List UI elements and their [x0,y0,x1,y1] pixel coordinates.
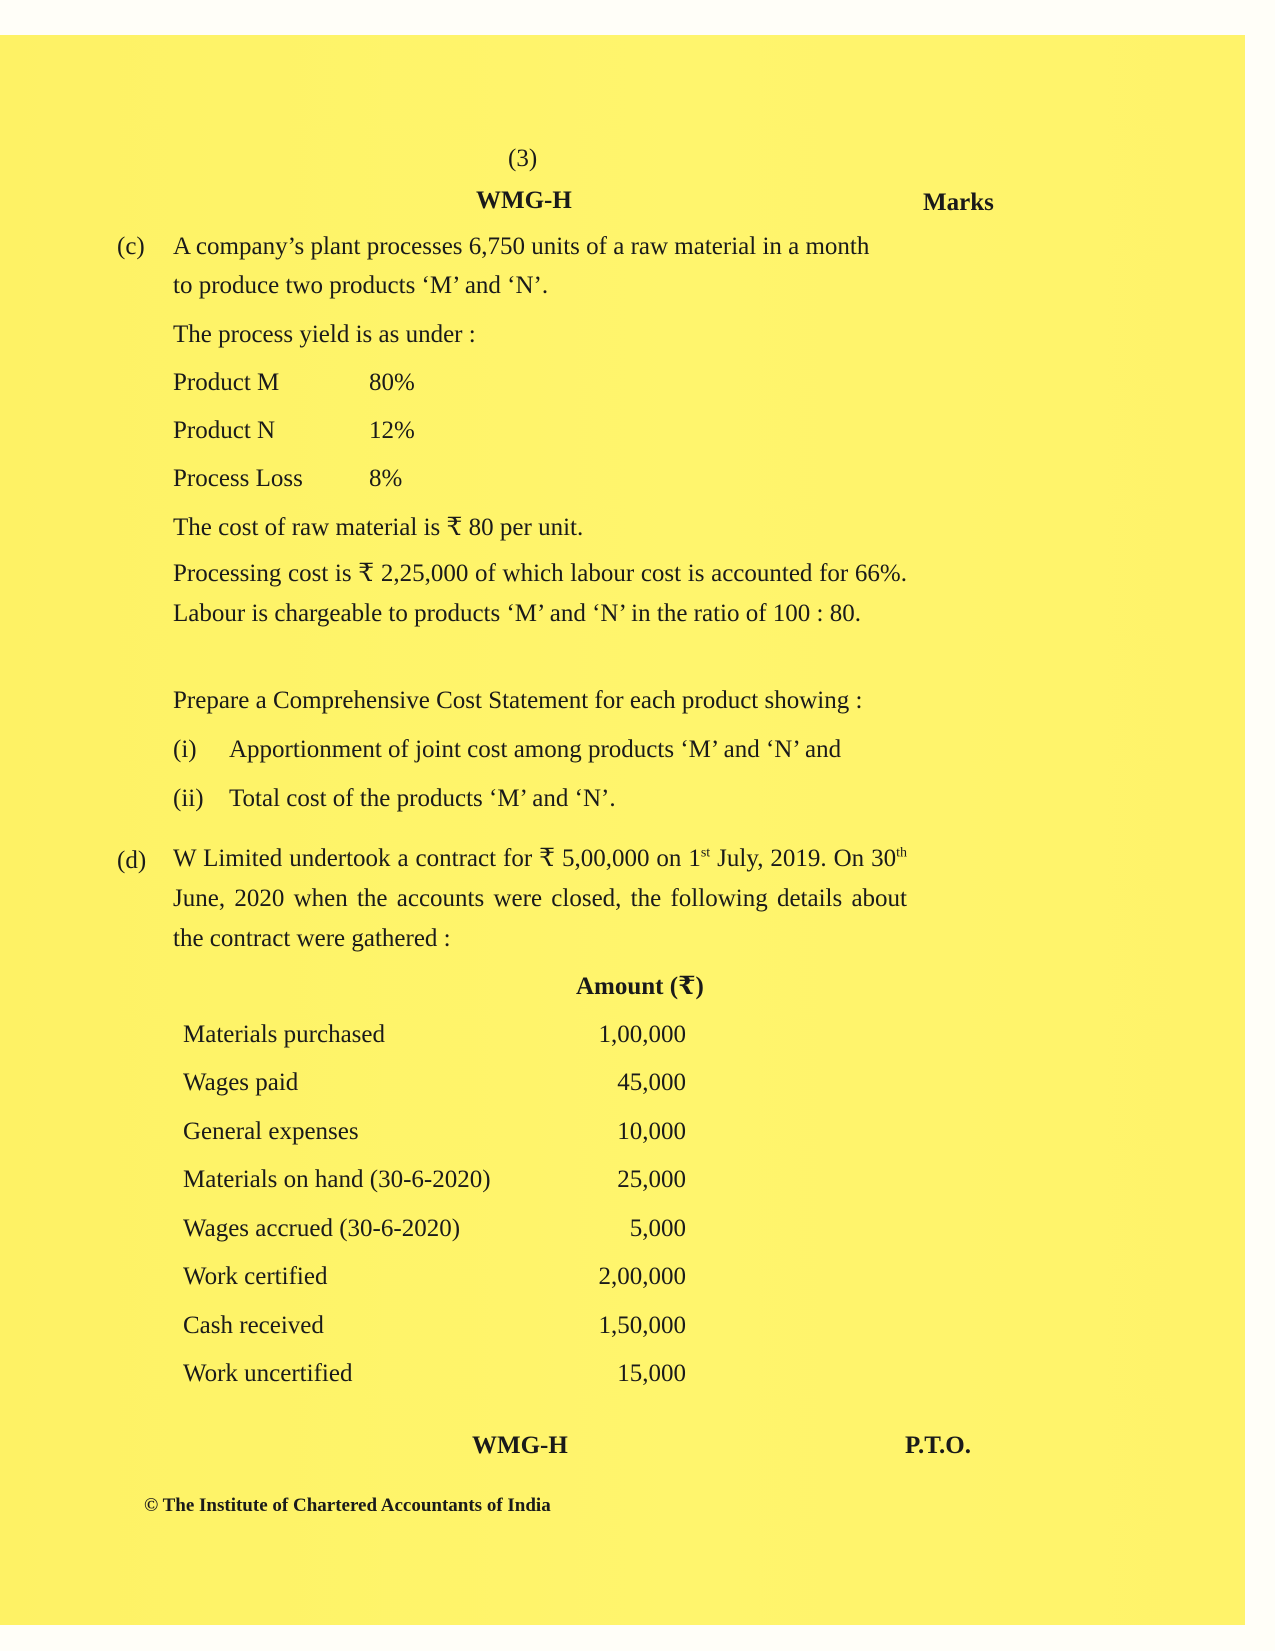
yield-product-m-label: Product M [173,369,280,396]
prepare-statement: Prepare a Comprehensive Cost Statement for each product showing : [173,687,863,714]
item-amount: 1,50,000 [598,1312,686,1339]
question-d-paragraph [173,839,907,959]
question-d-label: (d) [117,847,147,874]
item-label: Materials on hand (30-6-2020) [183,1166,491,1193]
item-label: Cash received [183,1312,324,1339]
question-c-intro-line1: A company’s plant processes 6,750 units of a raw material in a month [173,233,870,260]
part-i-label: (i) [173,736,197,763]
yield-product-n-value: 12% [369,417,415,444]
paper-code-header: WMG-H [476,187,572,214]
marks-label: Marks [923,189,994,216]
raw-material-cost: The cost of raw material is ₹ 80 per unit. [173,514,584,541]
item-amount: 10,000 [617,1118,686,1145]
yield-process-loss-label: Process Loss [173,465,303,492]
yield-product-n-label: Product N [173,417,276,444]
yield-product-m-value: 80% [369,369,415,396]
question-c-intro-line2: to produce two products ‘M’ and ‘N’. [173,272,549,299]
copyright-notice: © The Institute of Chartered Accountants of India [144,1495,551,1516]
please-turn-over: P.T.O. [905,1432,971,1459]
item-label: Work uncertified [183,1360,353,1387]
part-ii-label: (ii) [173,785,204,812]
contract-text-part-c: June, 2020 when the accounts were closed, the following details about the contract were gathered : [173,885,907,952]
ordinal-suffix-th: th [896,845,907,861]
contract-text-part-b: July, 2019. On 30 [710,845,897,872]
item-amount: 45,000 [617,1069,686,1096]
item-amount: 5,000 [629,1215,686,1242]
item-label: Wages accrued (30-6-2020) [183,1215,461,1242]
ordinal-suffix-st: st [700,845,711,861]
yield-process-loss-value: 8% [369,465,403,492]
item-label: Work certified [183,1263,328,1290]
item-amount: 2,00,000 [598,1263,686,1290]
processing-cost-paragraph: Processing cost is ₹ 2,25,000 of which labour cost is accounted for 66%. Labour is chargeable to products ‘M’ and ‘N’ in the ratio of 100 : 80. [173,560,907,627]
paper-code-footer: WMG-H [472,1432,568,1459]
item-amount: 1,00,000 [598,1021,686,1048]
yield-intro: The process yield is as under : [173,321,476,348]
item-amount: 25,000 [617,1166,686,1193]
part-ii-text: Total cost of the products ‘M’ and ‘N’. [229,785,616,812]
contract-text-part-a: W Limited undertook a contract for ₹ 5,00,000 on 1 [173,845,701,872]
page-number: (3) [508,145,538,172]
item-label: General expenses [183,1118,359,1145]
item-label: Wages paid [183,1069,299,1096]
amount-column-header: Amount (₹) [576,973,704,1000]
item-amount: 15,000 [617,1360,686,1387]
item-label: Materials purchased [183,1021,386,1048]
question-c-label: (c) [117,233,145,260]
part-i-text: Apportionment of joint cost among products ‘M’ and ‘N’ and [229,736,842,763]
